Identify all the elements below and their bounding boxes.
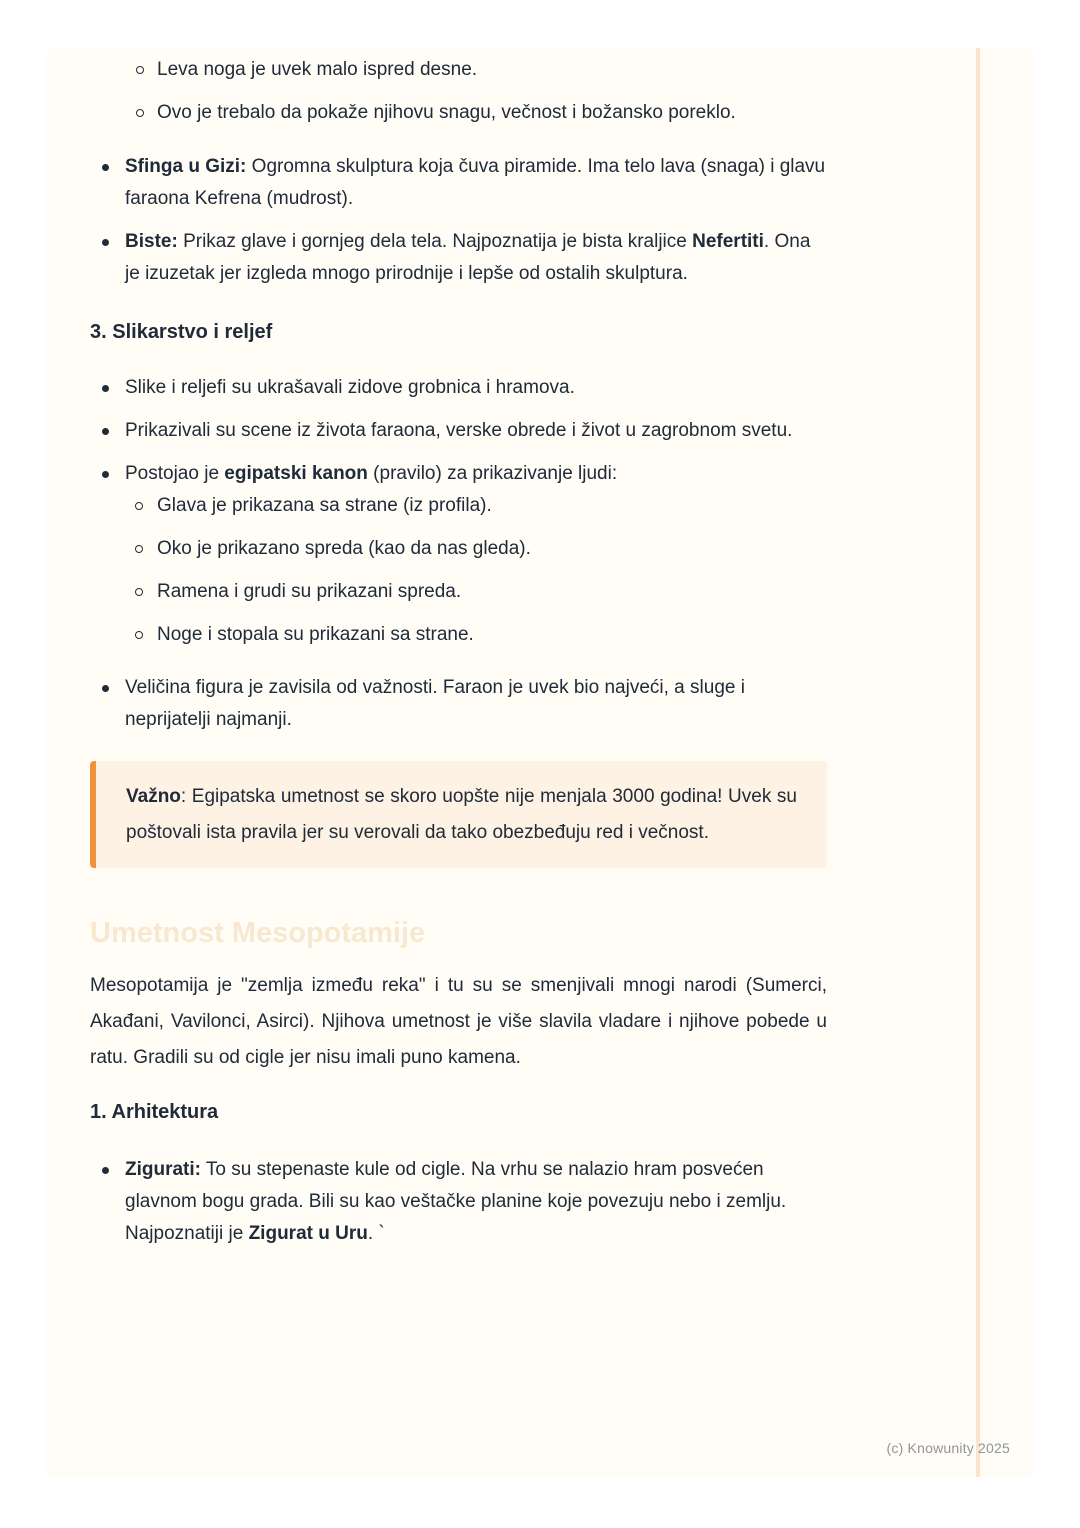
text-run: Prikazivali su scene iz života faraona, verske obrede i život u zagrobnom svetu. xyxy=(125,420,793,441)
circle-bullet-icon xyxy=(136,66,144,74)
list-item xyxy=(90,54,827,86)
bold-term: Zigurati: xyxy=(125,1159,201,1180)
page-title-mesopotamija: Umetnost Mesopotamije xyxy=(90,917,426,949)
list-item-text: Oko je prikazano spreda (kao da nas gleda). xyxy=(157,538,531,559)
list-item-text xyxy=(125,1154,827,1250)
callout-label: Važno xyxy=(126,786,181,807)
text-run: Postojao je xyxy=(125,463,225,484)
disc-bullet-icon xyxy=(102,385,109,392)
list-item-text: Noge i stopala su prikazani sa strane. xyxy=(157,624,474,645)
list-item-text: Ovo je trebalo da pokaže njihovu snagu, večnost i božansko poreklo. xyxy=(157,102,736,123)
disc-bullet-icon xyxy=(102,685,109,692)
list-item-text: Leva noga je uvek malo ispred desne. xyxy=(157,59,478,80)
text-run: Ogromna skulptura koja čuva piramide. Ima telo lava (snaga) i glavu faraona Kefrena (mudrost). xyxy=(125,156,826,209)
list-item xyxy=(90,97,827,129)
copyright-footer: (c) Knowunity 2025 xyxy=(886,1440,1010,1456)
list-item-zigurati xyxy=(90,1154,827,1250)
list-item-text xyxy=(125,458,827,661)
circle-bullet-icon xyxy=(136,109,144,117)
bold-term: Sfinga u Gizi: xyxy=(125,156,247,177)
text-run: (pravilo) za prikazivanje ljudi: xyxy=(367,463,618,484)
mesopotamia-intro-paragraph: Mesopotamija je "zemlja između reka" i tu su se smenjivali mnogi narodi (Sumerci, Akađani, Vavilonci, Asirci). Njihova umetnost je više slavila vladare i njihove pobede u ratu. Gradili su od cigle jer nisu imali puno kamena. xyxy=(90,975,827,1068)
content-area xyxy=(46,48,827,1250)
sculpture-list xyxy=(90,151,827,290)
bold-term: egipatski kanon xyxy=(224,463,368,484)
list-item-sfinga xyxy=(90,151,827,215)
circle-bullet-icon xyxy=(135,631,143,639)
list-item xyxy=(125,619,827,651)
list-item xyxy=(125,576,827,608)
bold-term: Biste: xyxy=(125,231,178,252)
text-run: . ` xyxy=(367,1223,385,1244)
disc-bullet-icon xyxy=(102,164,109,171)
list-item-text xyxy=(125,415,827,447)
callout-text: : Egipatska umetnost se skoro uopšte nije menjala 3000 godina! Uvek su poštovali ista pravila jer su verovali da tako obezbeđuju red i večnost. xyxy=(126,786,797,843)
text-run: Prikaz glave i gornjeg dela tela. Najpoznatija je bista kraljice xyxy=(177,231,693,252)
architecture-list xyxy=(90,1154,827,1250)
bold-term: Nefertiti xyxy=(692,231,764,252)
kanon-sublist xyxy=(125,490,827,651)
disc-bullet-icon xyxy=(102,471,109,478)
list-item xyxy=(90,672,827,736)
disc-bullet-icon xyxy=(102,239,109,246)
margin-accent-line xyxy=(976,48,980,1477)
list-item-text xyxy=(125,672,827,736)
list-item-text xyxy=(125,372,827,404)
list-item xyxy=(90,372,827,404)
disc-bullet-icon xyxy=(102,1167,109,1174)
painting-list xyxy=(90,372,827,736)
text-run: . Ona je izuzetak jer izgleda mnogo prirodnije i lepše od ostalih skulptura. xyxy=(125,231,811,284)
important-callout xyxy=(90,761,827,868)
list-item xyxy=(125,533,827,565)
bold-term: Zigurat u Uru xyxy=(248,1223,368,1244)
section-heading-slikarstvo: 3. Slikarstvo i reljef xyxy=(90,321,273,343)
text-run: To su stepenaste kule od cigle. Na vrhu se nalazio hram posvećen glavnom bogu grada. Bili su kao veštačke planine koje povezuju nebo i zemlju. Najpoznatiji je xyxy=(125,1159,787,1244)
list-item-biste xyxy=(90,226,827,290)
list-item-text xyxy=(125,226,827,290)
statue-rules-sublist xyxy=(90,54,827,129)
text-run: Slike i reljefi su ukrašavali zidove grobnica i hramova. xyxy=(125,377,575,398)
circle-bullet-icon xyxy=(135,545,143,553)
disc-bullet-icon xyxy=(102,428,109,435)
text-run: Veličina figura je zavisila od važnosti. Faraon je uvek bio najveći, a sluge i neprijatelji najmanji. xyxy=(125,677,745,730)
list-item-text: Glava je prikazana sa strane (iz profila). xyxy=(157,495,492,516)
circle-bullet-icon xyxy=(135,588,143,596)
notes-card xyxy=(46,48,1034,1477)
list-item-text: Ramena i grudi su prikazani spreda. xyxy=(157,581,462,602)
list-item xyxy=(90,415,827,447)
list-item-text xyxy=(125,151,827,215)
section-heading-arhitektura: 1. Arhitektura xyxy=(90,1101,219,1123)
list-item xyxy=(125,490,827,522)
circle-bullet-icon xyxy=(135,502,143,510)
list-item-kanon xyxy=(90,458,827,661)
